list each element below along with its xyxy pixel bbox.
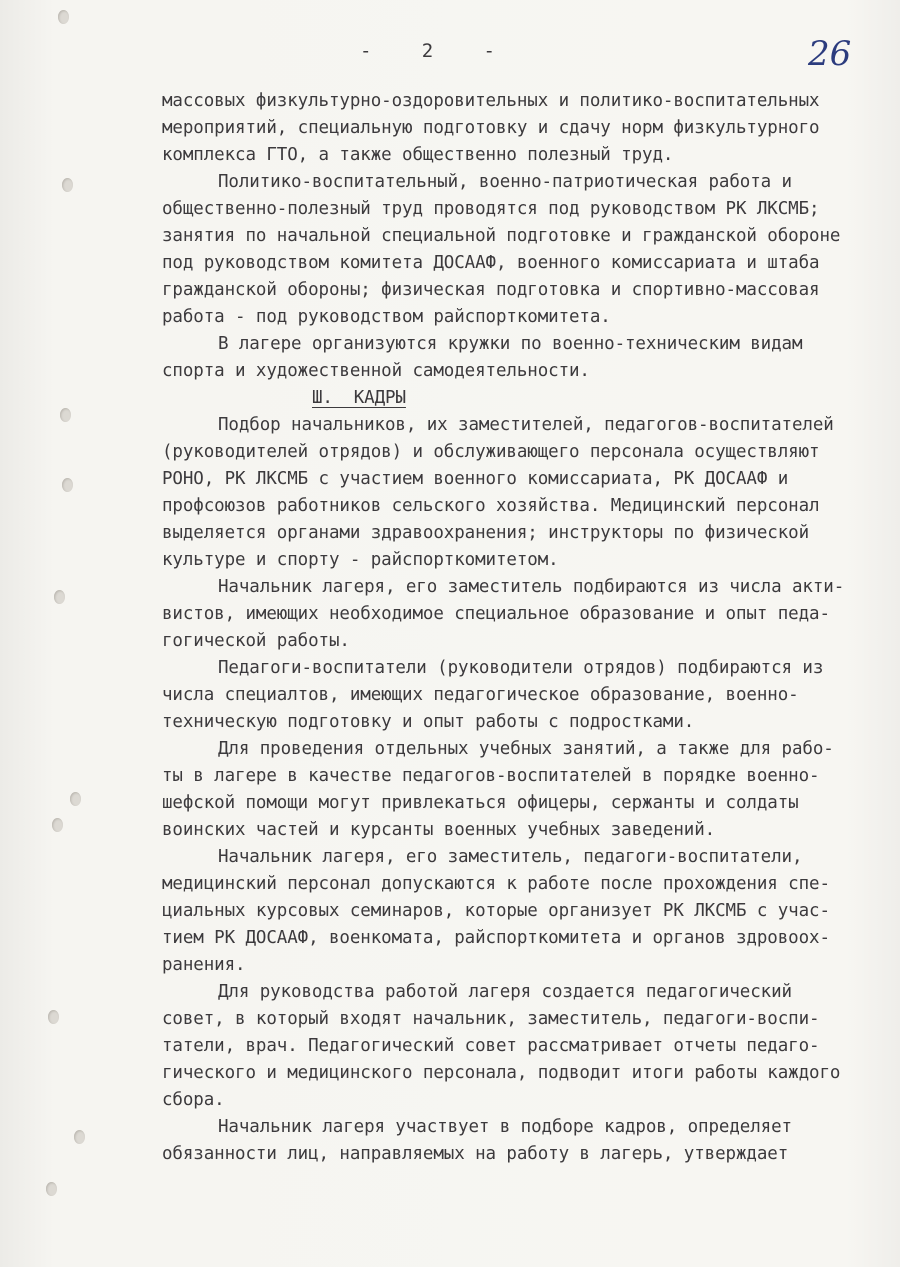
text-line: Начальник лагеря участвует в подборе кадров, определяет	[218, 1117, 792, 1137]
handwritten-folio-number: 26	[808, 34, 852, 74]
text-line: техническую подготовку и опыт работы с подростками.	[162, 712, 695, 732]
text-line: (руководителей отрядов) и обслуживающего персонала осуществляют	[162, 442, 820, 462]
punch-hole	[58, 10, 69, 24]
text-line: Подбор начальников, их заместителей, педагогов-воспитателей	[218, 415, 834, 435]
text-line: выделяется органами здравоохранения; инструкторы по физической	[162, 523, 810, 543]
text-line: Для руководства работой лагеря создается педагогический	[218, 982, 792, 1002]
text-line: циальных курсовых семинаров, которые организует РК ЛКСМБ с учас-	[162, 901, 830, 921]
text-line: РОНО, РК ЛКСМБ с участием военного комиссариата, РК ДОСААФ и	[162, 469, 789, 489]
text-line: татели, врач. Педагогический совет рассматривает отчеты педаго-	[162, 1036, 820, 1056]
text-line: массовых физкультурно-оздоровительных и политико-воспитательных	[162, 91, 820, 111]
punch-hole	[46, 1182, 57, 1196]
text-line: комплекса ГТО, а также общественно полезный труд.	[162, 145, 674, 165]
text-line: Начальник лагеря, его заместитель подбираются из числа акти-	[218, 577, 845, 597]
punch-hole	[52, 818, 63, 832]
text-line: работа - под руководством райспорткомитета.	[162, 307, 611, 327]
text-line: воинских частей и курсанты военных учебных заведений.	[162, 820, 716, 840]
text-line: спорта и художественной самодеятельности.	[162, 361, 590, 381]
page-number: - 2 -	[360, 40, 499, 62]
punch-hole	[48, 1010, 59, 1024]
text-line: числа специалтов, имеющих педагогическое образование, военно-	[162, 685, 799, 705]
text-line: обязанности лиц, направляемых на работу в лагерь, утверждает	[162, 1144, 789, 1164]
text-line: профсоюзов работников сельского хозяйства. Медицинский персонал	[162, 496, 820, 516]
text-line: ранения.	[162, 955, 246, 975]
text-line: занятия по начальной специальной подготовке и гражданской обороне	[162, 226, 841, 246]
text-line: Начальник лагеря, его заместитель, педагоги-воспитатели,	[218, 847, 803, 867]
text-line: общественно-полезный труд проводятся под руководством РК ЛКСМБ;	[162, 199, 820, 219]
punch-hole	[70, 792, 81, 806]
page-header	[0, 34, 900, 74]
text-line: под руководством комитета ДОСААФ, военного комиссариата и штаба	[162, 253, 820, 273]
text-line: Политико-воспитательный, военно-патриотическая работа и	[218, 172, 792, 192]
punch-hole	[62, 178, 73, 192]
text-line: Для проведения отдельных учебных занятий, а также для рабо-	[218, 739, 834, 759]
punch-hole	[74, 1130, 85, 1144]
text-line: гического и медицинского персонала, подводит итоги работы каждого	[162, 1063, 841, 1083]
text-line: сбора.	[162, 1090, 225, 1110]
text-line: совет, в который входят начальник, заместитель, педагоги-воспи-	[162, 1009, 820, 1029]
text-line: ты в лагере в качестве педагогов-воспитателей в порядке военно-	[162, 766, 820, 786]
punch-hole	[54, 590, 65, 604]
document-body	[162, 88, 887, 1168]
text-line: шефской помощи могут привлекаться офицеры, сержанты и солдаты	[162, 793, 799, 813]
text-line: культуре и спорту - райспорткомитетом.	[162, 550, 559, 570]
section-heading: Ш. КАДРЫ	[312, 388, 406, 408]
punch-hole	[60, 408, 71, 422]
text-line: тием РК ДОСААФ, военкомата, райспорткомитета и органов здровоох-	[162, 928, 830, 948]
punch-hole	[62, 478, 73, 492]
text-line: медицинский персонал допускаются к работе после прохождения спе-	[162, 874, 830, 894]
text-line: вистов, имеющих необходимое специальное образование и опыт педа-	[162, 604, 830, 624]
text-line: гражданской обороны; физическая подготовка и спортивно-массовая	[162, 280, 820, 300]
text-line: мероприятий, специальную подготовку и сдачу норм физкультурного	[162, 118, 820, 138]
text-line: В лагере организуются кружки по военно-техническим видам	[218, 334, 803, 354]
text-line: гогической работы.	[162, 631, 350, 651]
text-line: Педагоги-воспитатели (руководители отрядов) подбираются из	[218, 658, 824, 678]
